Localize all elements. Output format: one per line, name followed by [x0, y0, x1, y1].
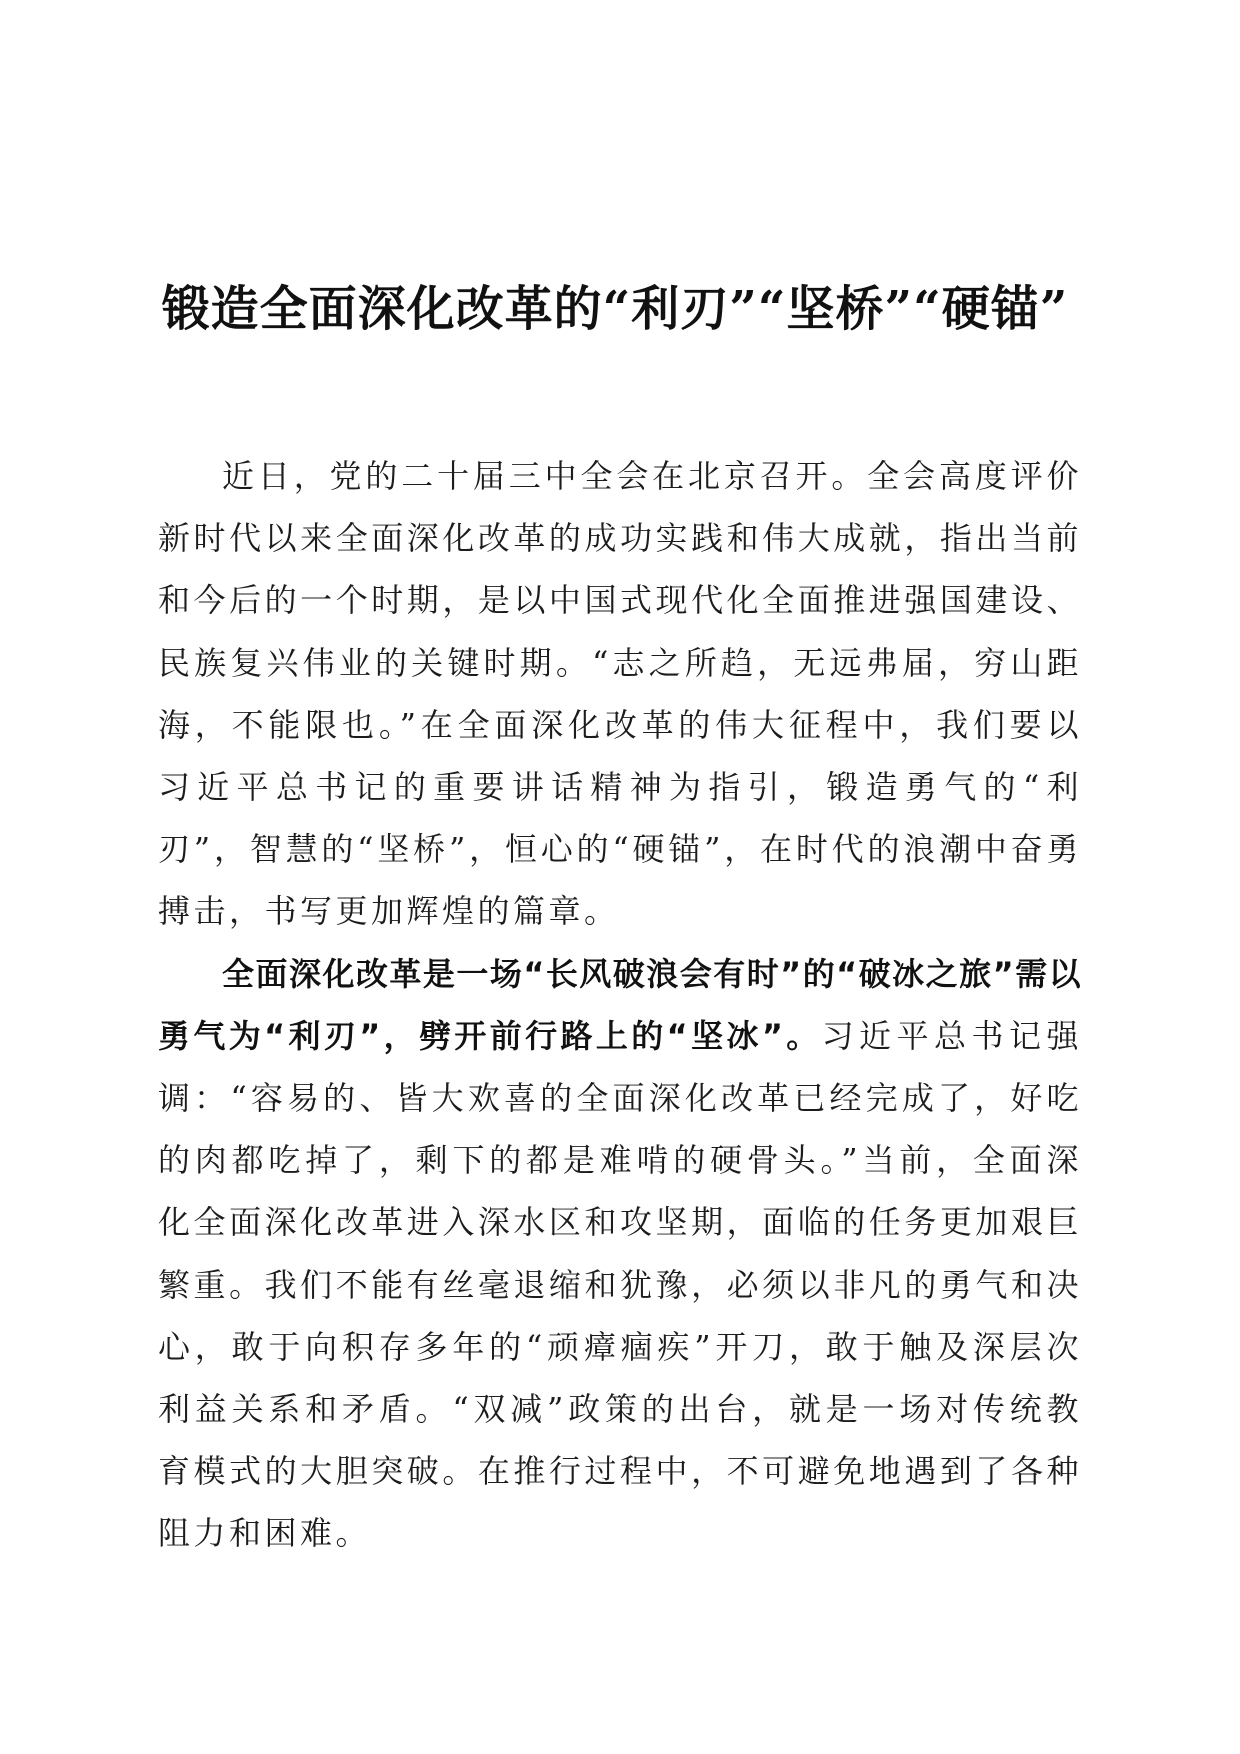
- document-body: [158, 445, 1082, 1565]
- paragraph-1-text: 近日，党的二十届三中全会在北京召开。全会高度评价新时代以来全面深化改革的成功实践和伟大成就，指出当前和今后的一个时期，是以中国式现代化全面推进强国建设、民族复兴伟业的关键时期。“志之所趋，无远弗届，穷山距海，不能限也。”在全面深化改革的伟大征程中，我们要以习近平总书记的重要讲话精神为指引，锻造勇气的“利刃”，智慧的“坚桥”，恒心的“硬锚”，在时代的浪潮中奋勇搏击，书写更加辉煌的篇章。: [158, 457, 1082, 931]
- paragraph-2-lead-sentence: 全面深化改革是一场“长风破浪会有时”的“破冰之旅”需以勇气为“利刃”，劈开前行路上的“坚冰”。: [158, 954, 1082, 1055]
- paragraph-1: [158, 445, 1082, 943]
- paragraph-2-text: 习近平总书记强调：“容易的、皆大欢喜的全面深化改革已经完成了，好吃的肉都吃掉了，剩下的都是难啃的硬骨头。”当前，全面深化全面深化改革进入深水区和攻坚期，面临的任务更加艰巨繁重。我们不能有丝毫退缩和犹豫，必须以非凡的勇气和决心，敢于向积存多年的“顽瘴痼疾”开刀，敢于触及深层次利益关系和矛盾。“双减”政策的出台，就是一场对传统教育模式的大胆突破。在推行过程中，不可避免地遇到了各种阻力和困难。: [158, 1016, 1082, 1553]
- paragraph-2: [158, 943, 1082, 1565]
- document-title: 锻造全面深化改革的“利刃”“坚桥”“硬锚”: [161, 281, 1069, 338]
